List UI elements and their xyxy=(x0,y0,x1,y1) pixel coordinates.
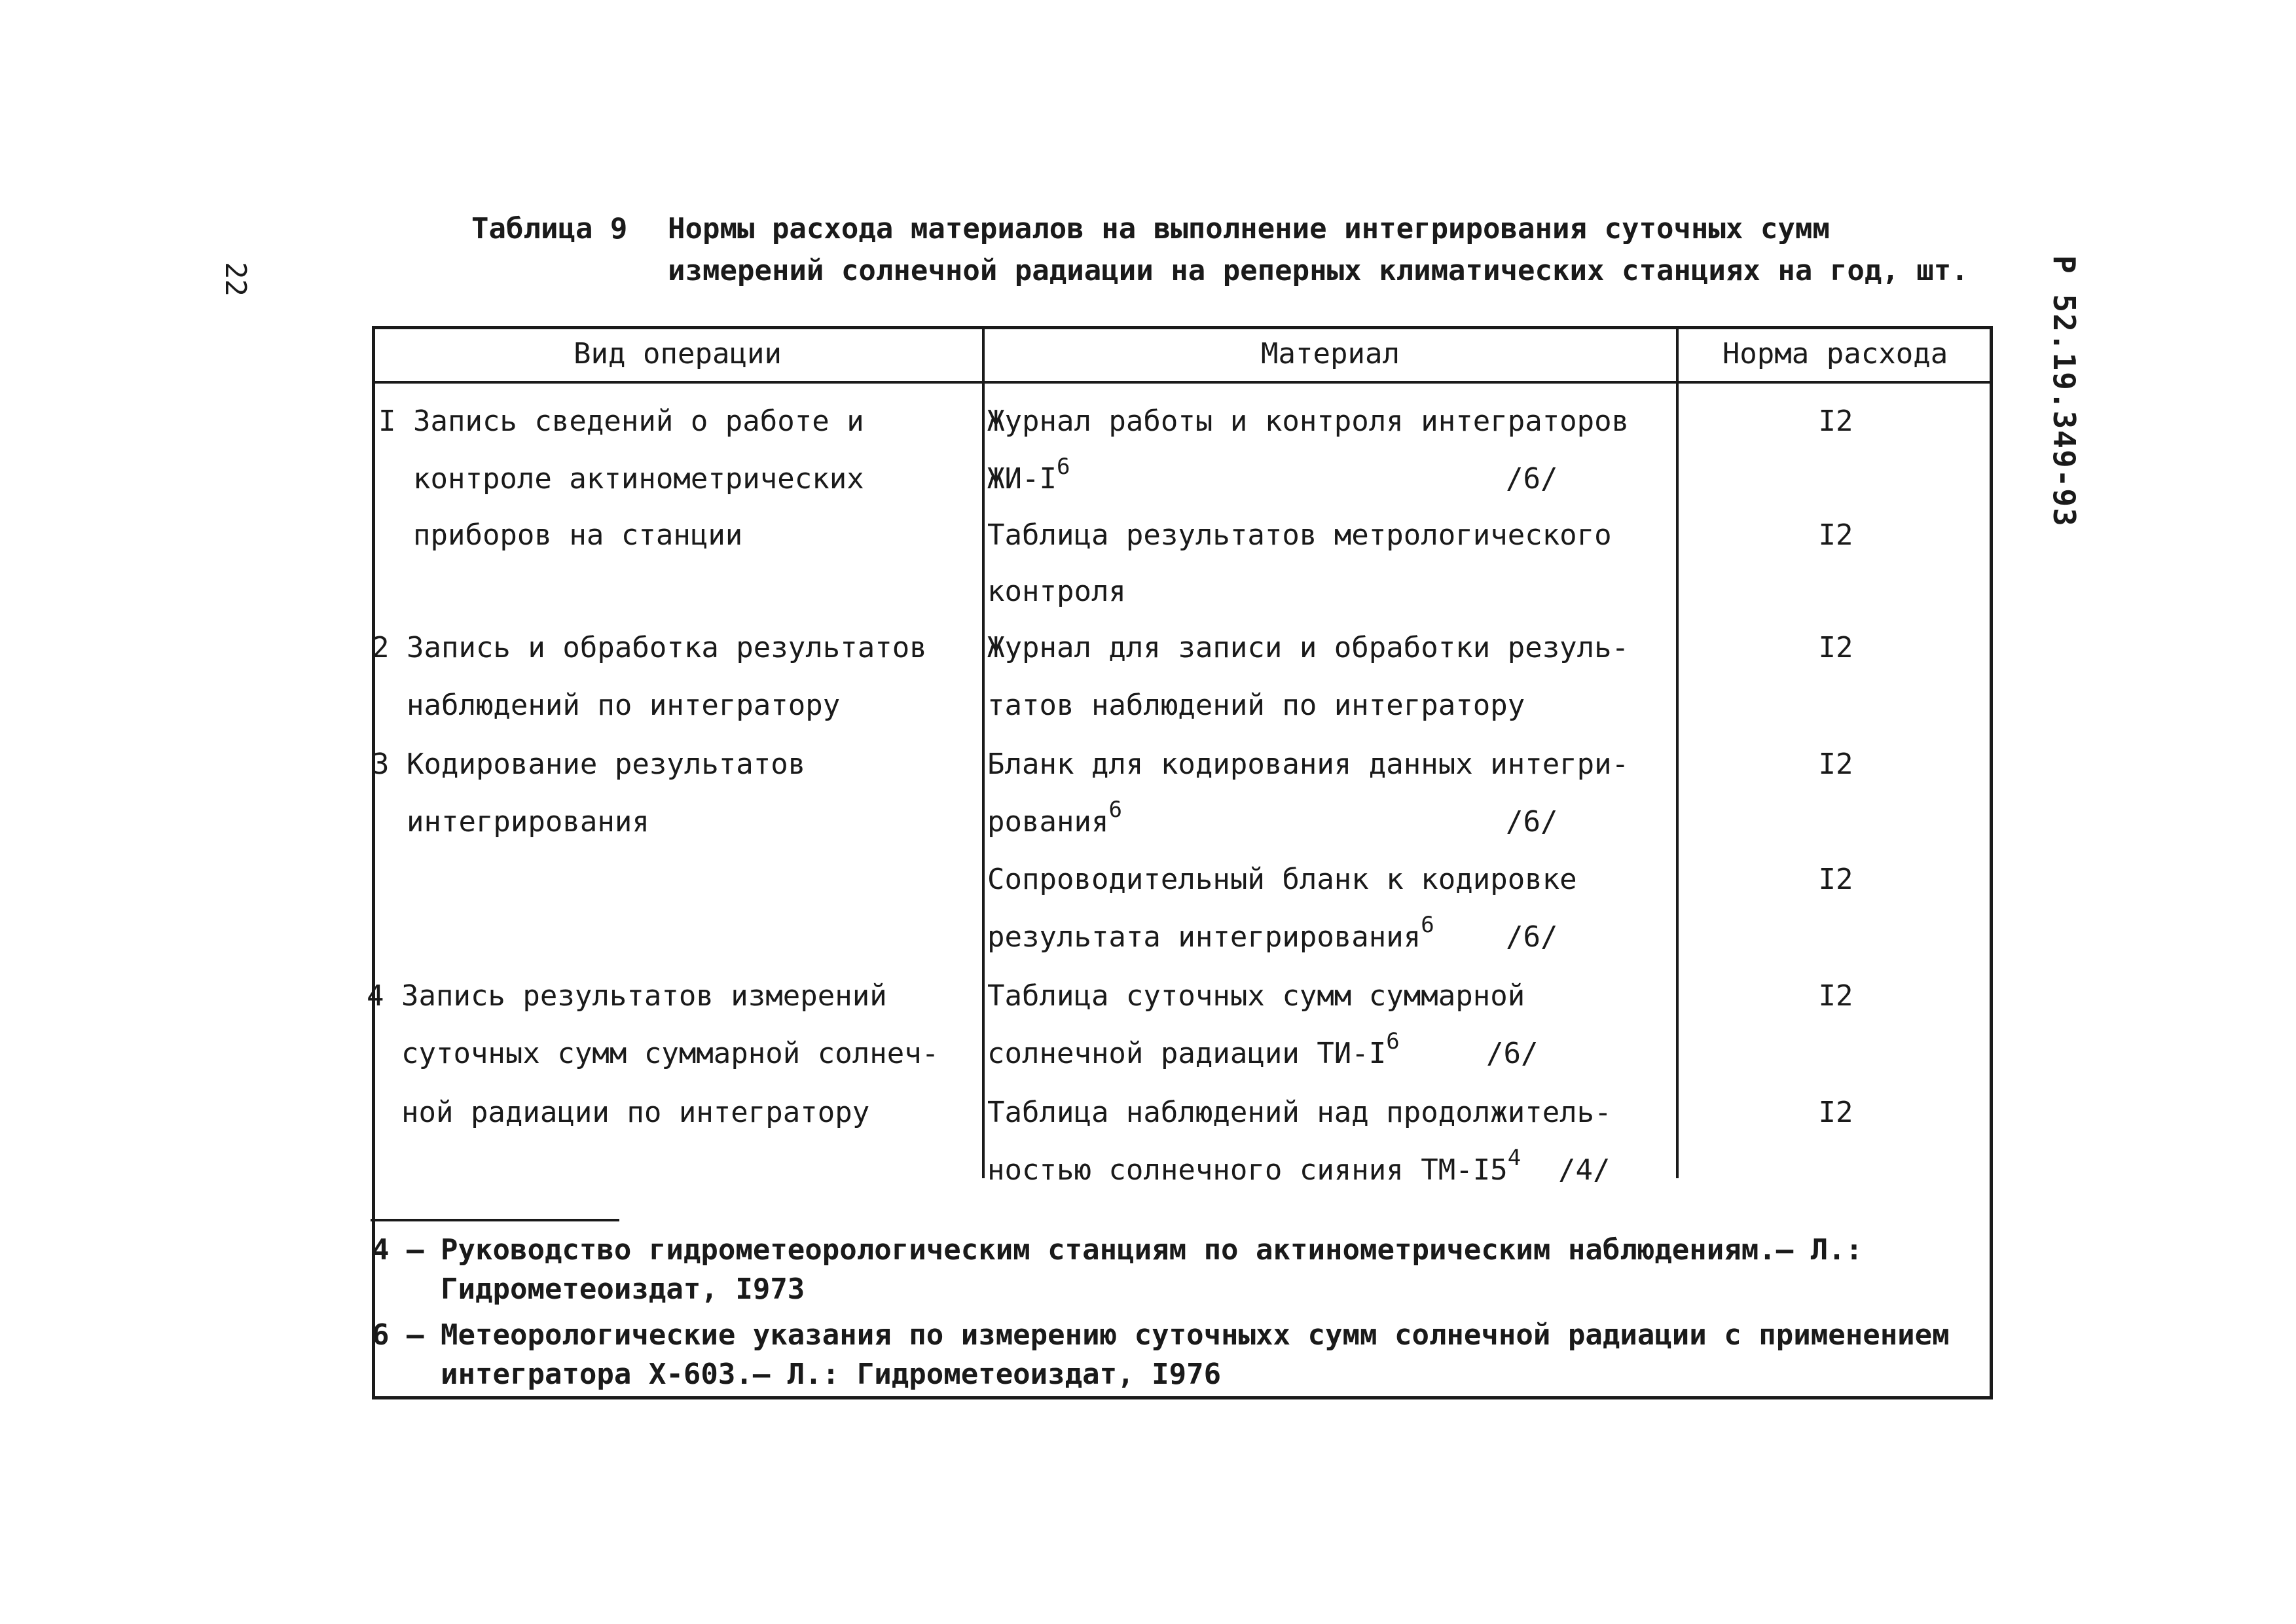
material-4-name: рования xyxy=(987,805,1109,839)
material-1-line-2 xyxy=(987,450,1070,508)
caption-line-2: измерений солнечной радиации на реперных климатических станциях на год, шт. xyxy=(668,254,1969,287)
header-operation: Вид операции xyxy=(574,337,782,370)
header-norm: Норма расхода xyxy=(1722,337,1948,370)
material-5-line-2 xyxy=(987,909,1434,966)
footnote-6-number: 6 – xyxy=(372,1318,424,1352)
footnote-6 xyxy=(372,1316,1950,1394)
norm-1: I2 xyxy=(1818,405,1853,438)
operation-3-line-2: интегрирования xyxy=(372,805,649,839)
operation-4-line-1: 4 Запись результатов измерений xyxy=(367,979,887,1013)
material-4-footnote-mark: 6 xyxy=(1108,797,1122,823)
norm-5: I2 xyxy=(1818,863,1853,896)
table-caption xyxy=(471,208,1969,292)
material-7-line-2 xyxy=(987,1142,1521,1199)
material-6-name: солнечной радиации ТИ-I xyxy=(987,1037,1387,1070)
header-material: Материал xyxy=(1261,337,1400,370)
footnote-4-line-1: Руководство гидрометеорологическим станциям по актинометрическим наблюдениям.– Л.: xyxy=(441,1233,1863,1267)
material-1-footnote-mark: 6 xyxy=(1056,454,1070,480)
footnote-6-line-1: Метеорологические указания по измерению суточныхх сумм солнечной радиации с применением xyxy=(441,1318,1950,1352)
material-1-line-1: Журнал работы и контроля интеграторов xyxy=(987,405,1630,438)
material-6-reference: /6/ xyxy=(1486,1037,1539,1070)
operation-1-line-2: контроле актинометрических xyxy=(378,462,864,496)
material-1-name: ЖИ-I xyxy=(987,462,1057,496)
norm-4: I2 xyxy=(1818,748,1853,781)
material-1-reference: /6/ xyxy=(1506,462,1558,496)
operation-2-line-1: 2 Запись и обработка результатов xyxy=(372,631,927,664)
norm-7: I2 xyxy=(1818,1096,1853,1129)
material-2-line-1: Таблица результатов метрологического xyxy=(987,518,1612,552)
material-5-name: результата интегрирования xyxy=(987,920,1421,954)
operation-4-line-2: суточных сумм суммарной солнеч- xyxy=(367,1037,939,1070)
material-6-line-1: Таблица суточных сумм суммарной xyxy=(987,979,1525,1013)
norm-6: I2 xyxy=(1818,979,1853,1013)
material-7-reference: /4/ xyxy=(1558,1153,1611,1187)
material-4-line-1: Бланк для кодирования данных интегри- xyxy=(987,748,1630,781)
operation-1-line-3: приборов на станции xyxy=(378,518,743,552)
operation-2-line-2: наблюдений по интегратору xyxy=(372,689,841,722)
material-3-line-1: Журнал для записи и обработки резуль- xyxy=(987,631,1630,664)
footnote-4-line-2: Гидрометеоиздат, I973 xyxy=(441,1272,805,1306)
footnote-4-number: 4 – xyxy=(372,1233,424,1267)
material-4-reference: /6/ xyxy=(1506,805,1558,839)
material-3-line-2: татов наблюдений по интегратору xyxy=(987,689,1525,722)
material-5-footnote-mark: 6 xyxy=(1421,912,1434,938)
operation-1-line-1: I Запись сведений о работе и xyxy=(378,405,864,438)
operation-3-line-1: 3 Кодирование результатов xyxy=(372,748,806,781)
material-6-footnote-mark: 6 xyxy=(1386,1028,1400,1055)
column-divider-1 xyxy=(982,327,985,1178)
norm-2: I2 xyxy=(1818,518,1853,552)
material-5-line-1: Сопроводительный бланк к кодировке xyxy=(987,863,1577,896)
caption-label: Таблица 9 xyxy=(471,212,628,245)
footnote-4 xyxy=(372,1231,1863,1309)
header-divider xyxy=(372,381,1993,384)
material-5-reference: /6/ xyxy=(1506,920,1558,954)
document-code: Р 52.19.349-93 xyxy=(2047,255,2082,528)
material-6-line-2 xyxy=(987,1025,1400,1083)
norm-3: I2 xyxy=(1818,631,1853,664)
footnote-6-line-2: интегратора Х-603.– Л.: Гидрометеоиздат, I976 xyxy=(441,1358,1222,1391)
material-7-line-1: Таблица наблюдений над продолжитель- xyxy=(987,1096,1612,1129)
material-4-line-2 xyxy=(987,793,1122,851)
footnote-rule xyxy=(371,1219,619,1221)
material-7-name: ностью солнечного сияния ТМ-I5 xyxy=(987,1153,1508,1187)
material-2-line-2: контроля xyxy=(987,575,1126,608)
page-number: 22 xyxy=(219,262,252,297)
caption-line-1: Нормы расхода материалов на выполнение интегрирования суточных сумм xyxy=(668,212,1830,245)
material-7-footnote-mark: 4 xyxy=(1507,1145,1522,1171)
operation-4-line-3: ной радиации по интегратору xyxy=(367,1096,870,1129)
